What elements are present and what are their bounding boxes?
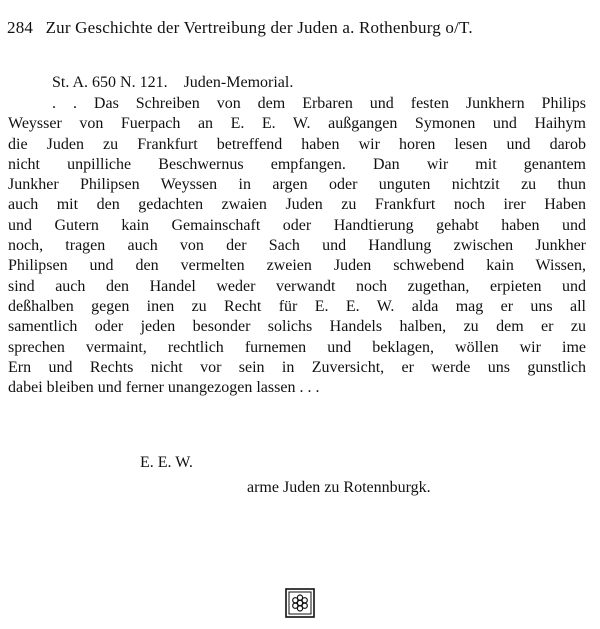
text-line: und Gutern kain Gemainschaft oder Handtierung gehabt haben und [8, 216, 586, 234]
document-heading [52, 74, 293, 92]
text-line: sprechen vermaint, rechtlich furnemen und beklagen, wöllen wir ime [8, 338, 586, 356]
text-line: dabei bleiben und ferner unangezogen lassen . . . [8, 379, 320, 397]
signature-addressee: E. E. W. [140, 454, 193, 471]
text-line: . . Das Schreiben von dem Erbaren und festen Junkhern Philips [52, 95, 586, 112]
text-line: deßhalben gegen inen zu Recht für E. E. W. alda mag er uns all [8, 297, 586, 315]
text-line: Philipsen und den vermelten zweien Juden schwebend kain Wissen, [8, 257, 586, 275]
archive-reference: St. A. 650 N. 121. [52, 74, 168, 91]
memorial-body [8, 94, 586, 398]
text-line: auch mit den gedachten zwaien Juden zu Frankfurt noch irer Haben [8, 196, 586, 214]
page-header [7, 18, 587, 38]
running-title: Zur Geschichte der Vertreibung der Juden a. Rothenburg o/T. [45, 18, 473, 37]
signature-sender: arme Juden zu Rotennburgk. [247, 479, 431, 496]
text-line: sind auch den Handel weder verwandt noch zugethan, erpieten und [8, 277, 586, 295]
page-number: 284 [7, 18, 34, 37]
rosette-ornament-icon [285, 588, 315, 618]
text-line: die Juden zu Frankfurt betreffend haben wir horen lesen und darob [8, 135, 586, 153]
text-line: noch, tragen auch von der Sach und Handlung zwischen Junkher [8, 237, 586, 255]
text-line: nicht unpilliche Beschwernus empfangen. Dan wir mit genantem [8, 155, 586, 173]
text-line: Ern und Rechts nicht vor sein in Zuversicht, er werde uns gunstlich [8, 358, 586, 376]
text-line: samentlich oder jeden besonder solichs Handels halben, zu dem er zu [8, 318, 586, 336]
text-line: Junkher Philipsen Weyssen in argen oder unguten nichtzit zu thun [8, 176, 586, 194]
document-title: Juden-Memorial. [183, 74, 294, 91]
text-line: Weysser von Fuerpach an E. E. W. außgangen Symonen und Haihym [8, 115, 586, 133]
